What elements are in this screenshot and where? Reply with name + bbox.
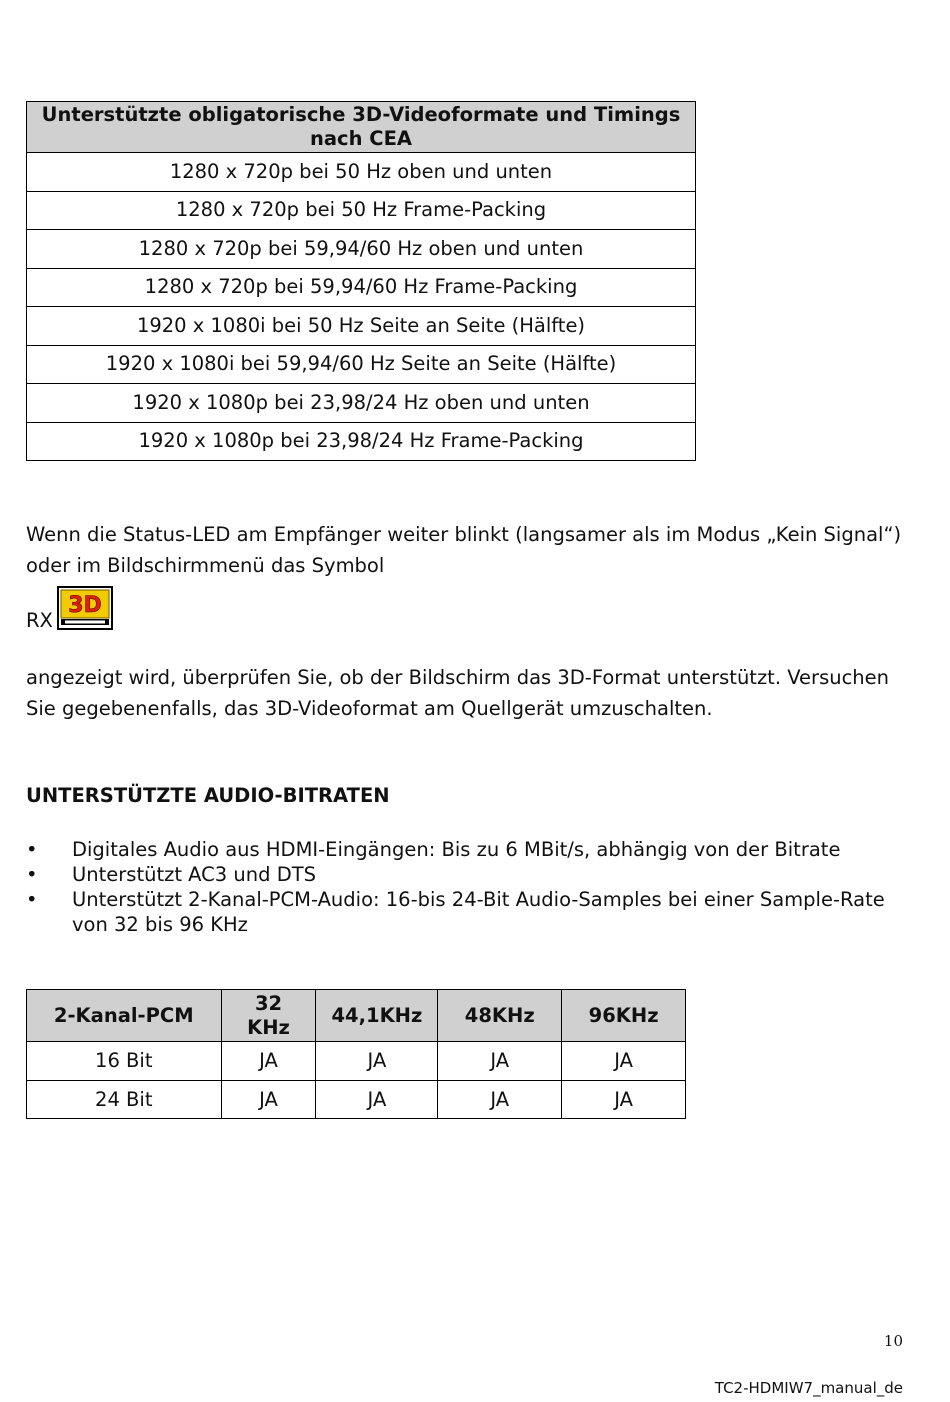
3d-format-table-header: Unterstützte obligatorische 3D-Videoformate und Timings nach CEA [27,102,696,153]
table-row [27,1080,686,1119]
table-row [27,1042,686,1081]
3d-osd-icon [57,586,113,630]
rx-label: RX [26,609,53,632]
3d-format-row: 1280 x 720p bei 59,94/60 Hz Frame-Packing [27,268,696,307]
3d-format-row: 1920 x 1080i bei 59,94/60 Hz Seite an Seite (Hälfte) [27,345,696,384]
list-item [26,887,906,937]
audio-table-header: 32 KHz [221,990,316,1042]
table-cell: 24 Bit [27,1080,222,1119]
list-item [26,862,906,887]
audio-table-header: 96KHz [562,990,686,1042]
bullet-dot: • [26,838,38,861]
audio-table-header: 44,1KHz [316,990,438,1042]
page-number: 10 [883,1332,903,1350]
3d-format-table [26,101,696,461]
audio-table-header: 48KHz [438,990,562,1042]
audio-pcm-table [26,989,686,1119]
table-cell: JA [316,1042,438,1081]
3d-icon-text: 3D [68,593,102,618]
list-item [26,837,906,862]
bullet-text: Unterstützt 2-Kanal-PCM-Audio: 16-bis 24-Bit Audio-Samples bei einer Sample-Rate von 32 bis 96 KHz [72,888,885,936]
audio-table-header: 2-Kanal-PCM [27,990,222,1042]
status-led-paragraph: Wenn die Status-LED am Empfänger weiter blinkt (langsamer als im Modus „Kein Signal“) oder im Bildschirmmenü das Symbol [26,523,902,577]
table-cell: 16 Bit [27,1042,222,1081]
3d-format-row: 1920 x 1080p bei 23,98/24 Hz Frame-Packing [27,422,696,461]
3d-format-row: 1280 x 720p bei 59,94/60 Hz oben und unten [27,230,696,269]
table-cell: JA [316,1080,438,1119]
bullet-dot: • [26,863,38,886]
3d-format-row: 1920 x 1080i bei 50 Hz Seite an Seite (Hälfte) [27,307,696,346]
table-cell: JA [562,1080,686,1119]
table-cell: JA [221,1080,316,1119]
audio-bitrates-heading: UNTERSTÜTZTE AUDIO-BITRATEN [26,784,390,807]
3d-format-row: 1280 x 720p bei 50 Hz oben und unten [27,153,696,192]
audio-bullet-list [26,837,906,937]
check-display-paragraph: angezeigt wird, überprüfen Sie, ob der Bildschirm das 3D-Format unterstützt. Versuchen Sie gegebenenfalls, das 3D-Videoformat am Quellgerät umzuschalten. [26,666,890,720]
3d-format-row: 1280 x 720p bei 50 Hz Frame-Packing [27,191,696,230]
3d-format-row: 1920 x 1080p bei 23,98/24 Hz oben und unten [27,384,696,423]
footer-doc-name: TC2-HDMIW7_manual_de [714,1379,903,1397]
table-cell: JA [221,1042,316,1081]
table-cell: JA [562,1042,686,1081]
bullet-text: Digitales Audio aus HDMI-Eingängen: Bis zu 6 MBit/s, abhängig von der Bitrate [72,838,841,861]
table-cell: JA [438,1042,562,1081]
bullet-dot: • [26,888,38,911]
table-cell: JA [438,1080,562,1119]
bullet-text: Unterstützt AC3 und DTS [72,863,316,886]
